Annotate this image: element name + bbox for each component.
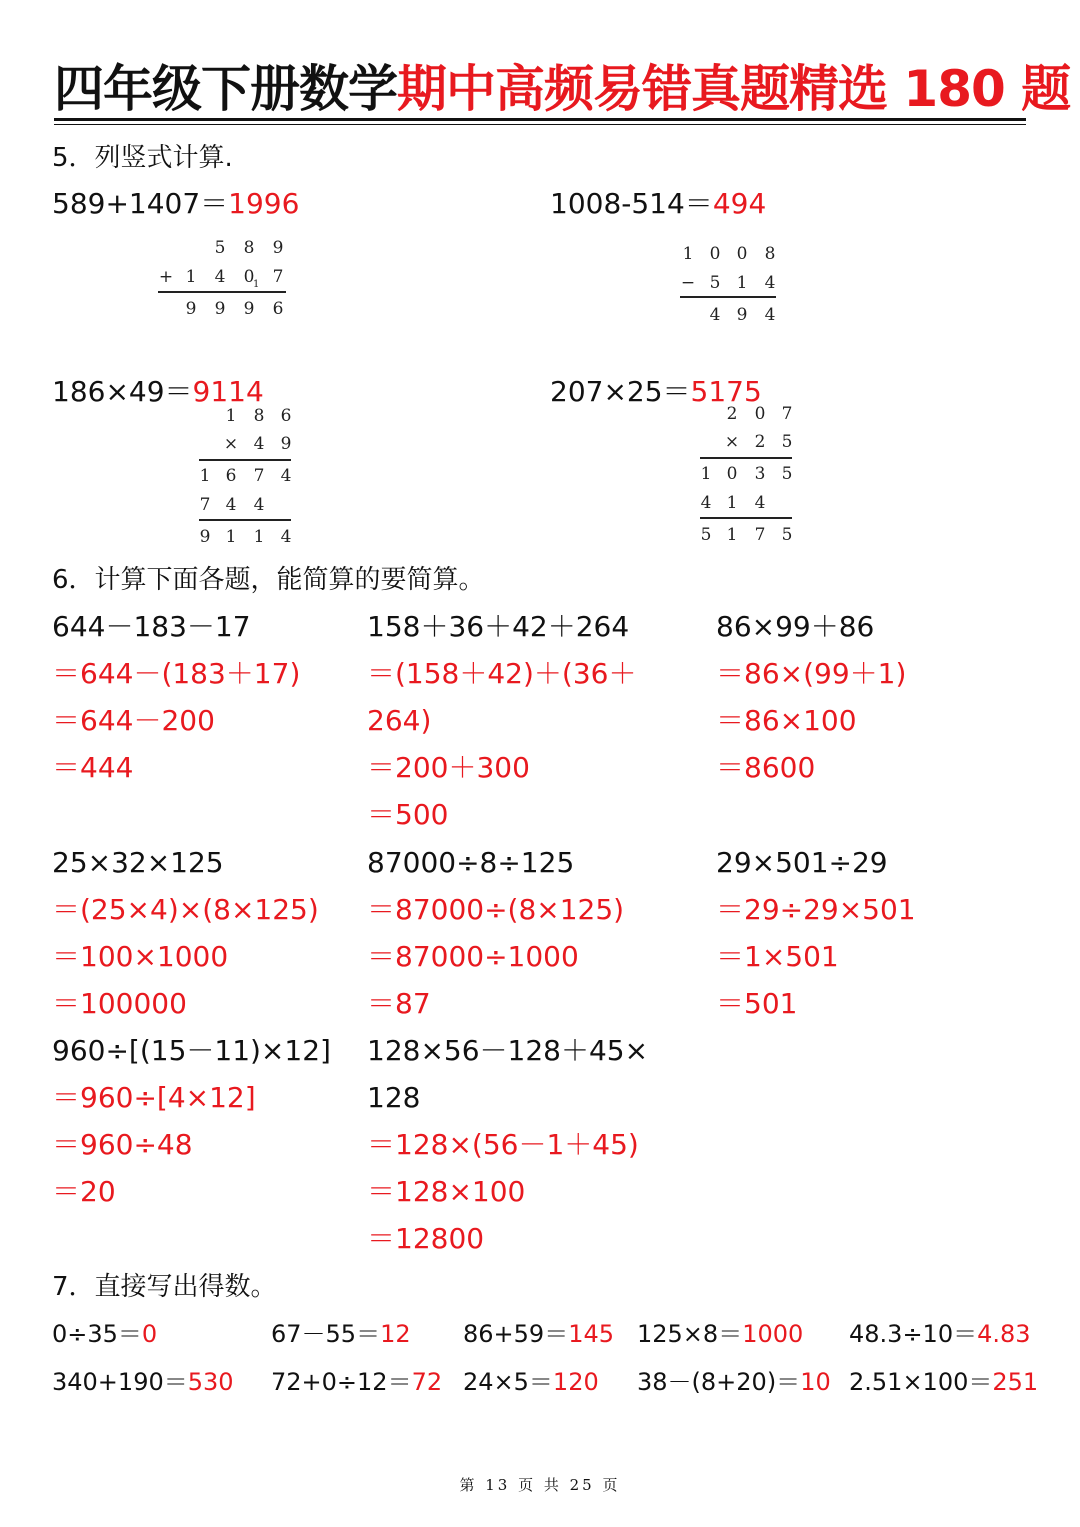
digit: 5	[709, 273, 721, 293]
q6-step: ＝29÷29×501	[716, 893, 916, 926]
digit: 9	[214, 299, 226, 319]
q6-step: ＝128×100	[367, 1175, 526, 1208]
q7-answer: 0	[141, 1320, 158, 1348]
sum-line	[700, 517, 792, 519]
q7-question: 340+190＝	[52, 1368, 188, 1396]
q6-step: ＝501	[716, 987, 798, 1020]
digit: 0	[736, 244, 748, 264]
q5-heading: 5．列竖式计算.	[52, 143, 233, 173]
q6-step: ＝128×(56－1＋45)	[367, 1128, 639, 1161]
title-rule-thin	[54, 124, 1026, 125]
q6-step: ＝200＋300	[367, 751, 530, 784]
digit: 2	[754, 432, 766, 452]
q7-item	[849, 1365, 1038, 1399]
q7-item	[52, 1365, 234, 1399]
q6-step: ＝960÷[4×12]	[52, 1081, 256, 1114]
q7-question: 2.51×100＝	[849, 1368, 993, 1396]
q5-ans-4: 5175	[690, 375, 762, 408]
digit: 5	[781, 432, 793, 452]
digit: 5	[700, 525, 712, 545]
q5-expr-1: 589+1407＝	[52, 187, 229, 220]
q7-item	[271, 1365, 442, 1399]
q7-item	[463, 1365, 599, 1399]
q7-answer: 10	[800, 1368, 831, 1396]
digit: 5	[214, 238, 226, 258]
q6-step: ＝86×(99＋1)	[716, 657, 907, 690]
q6-step: ＝20	[52, 1175, 116, 1208]
product-line	[700, 457, 792, 459]
q7-item	[849, 1317, 1031, 1351]
q5-expr-3: 186×49＝	[52, 375, 193, 408]
q7-answer: 4.83	[977, 1320, 1031, 1348]
q6-problem-5: 87000÷8÷125	[367, 846, 575, 879]
digit: 9	[243, 299, 255, 319]
q6-heading: 6．计算下面各题，能简算的要简算。	[52, 565, 485, 595]
minus-sign: −	[680, 273, 696, 293]
page-number: 第 13 页 共 25 页	[459, 1476, 621, 1494]
digit: 1	[736, 273, 748, 293]
q7-question: 24×5＝	[463, 1368, 553, 1396]
q7-question: 125×8＝	[637, 1320, 743, 1348]
digit: 4	[764, 273, 776, 293]
q7-question: 67－55＝	[271, 1320, 381, 1348]
q6-step: ＝8600	[716, 751, 816, 784]
q7-question: 72+0÷12＝	[271, 1368, 412, 1396]
q6-step: ＝100000	[52, 987, 187, 1020]
q7-answer: 1000	[742, 1320, 804, 1348]
title-black: 四年级下册数学	[54, 60, 397, 118]
digit: 4	[253, 495, 265, 515]
q6-problem-8-cont: 128	[367, 1081, 421, 1114]
q5-item-2	[550, 184, 766, 224]
digit: 5	[781, 525, 793, 545]
digit: 3	[754, 464, 766, 484]
times-sign: ×	[724, 432, 740, 452]
q7-question: 86+59＝	[463, 1320, 569, 1348]
q6-problem-7: 960÷[(15－11)×12]	[52, 1034, 331, 1067]
q7-item	[271, 1317, 411, 1351]
digit: 4	[700, 493, 712, 513]
digit: 8	[764, 244, 776, 264]
q6-step: ＝100×1000	[52, 940, 229, 973]
title-red: 期中高频易错真题精选 180 题	[397, 60, 1071, 118]
q6-problem-8: 128×56－128＋45×	[367, 1034, 649, 1067]
digit: 7	[754, 525, 766, 545]
digit: 6	[225, 466, 237, 486]
digit: 8	[243, 238, 255, 258]
page-title	[54, 54, 1070, 124]
q7-question: 48.3÷10＝	[849, 1320, 978, 1348]
q7-question: 0÷35＝	[52, 1320, 142, 1348]
q5-ans-1: 1996	[228, 187, 300, 220]
digit: 1	[225, 406, 237, 426]
digit: 7	[253, 466, 265, 486]
digit: 0	[243, 267, 255, 287]
digit: 9	[185, 299, 197, 319]
q6-step: 264)	[367, 704, 432, 737]
q6-step: ＝87000÷(8×125)	[367, 893, 625, 926]
q7-heading: 7．直接写出得数。	[52, 1272, 277, 1302]
q6-step: ＝444	[52, 751, 134, 784]
digit: 7	[272, 267, 284, 287]
q5-ans-3: 9114	[192, 375, 264, 408]
q5-ans-2: 494	[712, 187, 767, 220]
q5-item-1	[52, 184, 299, 224]
title-rule	[54, 118, 1026, 121]
digit: 4	[709, 305, 721, 325]
digit: 1	[726, 525, 738, 545]
digit: 7	[199, 495, 211, 515]
digit: 6	[280, 406, 292, 426]
digit: 9	[736, 305, 748, 325]
sum-line	[199, 519, 291, 521]
q6-step: ＝1×501	[716, 940, 839, 973]
q7-question: 38－(8+20)＝	[637, 1368, 801, 1396]
q7-answer: 145	[568, 1320, 614, 1348]
times-sign: ×	[223, 434, 239, 454]
carry-digit: 1	[253, 279, 260, 290]
q5-expr-4: 207×25＝	[550, 375, 691, 408]
q6-step: ＝12800	[367, 1222, 485, 1255]
q6-problem-4: 25×32×125	[52, 846, 224, 879]
q6-step: ＝87	[367, 987, 431, 1020]
digit: 4	[764, 305, 776, 325]
digit: 1	[726, 493, 738, 513]
digit: 1	[253, 527, 265, 547]
q6-step: ＝(25×4)×(8×125)	[52, 893, 319, 926]
q6-problem-6: 29×501÷29	[716, 846, 888, 879]
plus-sign: +	[158, 267, 174, 287]
q6-step: ＝(158＋42)＋(36＋	[367, 657, 637, 690]
q7-answer: 530	[187, 1368, 234, 1396]
digit: 1	[700, 464, 712, 484]
q6-step: ＝644－(183＋17)	[52, 657, 301, 690]
digit: 0	[709, 244, 721, 264]
digit: 1	[199, 466, 211, 486]
q6-problem-1: 644－183－17	[52, 610, 251, 643]
digit: 7	[781, 404, 793, 424]
digit: 2	[726, 404, 738, 424]
q6-step: ＝644－200	[52, 704, 215, 737]
q7-item	[463, 1317, 614, 1351]
digit: 0	[726, 464, 738, 484]
q7-item	[637, 1365, 831, 1399]
q5-expr-2: 1008-514＝	[550, 187, 713, 220]
q7-answer: 251	[992, 1368, 1039, 1396]
product-line	[199, 459, 291, 461]
q7-answer: 72	[411, 1368, 443, 1396]
difference-line	[680, 296, 776, 298]
sum-line	[158, 291, 286, 293]
digit: 1	[225, 527, 237, 547]
digit: 1	[682, 244, 694, 264]
digit: 4	[280, 466, 292, 486]
q6-problem-2: 158＋36＋42＋264	[367, 610, 630, 643]
q7-answer: 12	[380, 1320, 411, 1348]
q7-item	[637, 1317, 803, 1351]
digit: 4	[214, 267, 226, 287]
digit: 4	[754, 493, 766, 513]
digit: 6	[272, 299, 284, 319]
q6-step: ＝500	[367, 798, 449, 831]
q6-step: ＝86×100	[716, 704, 857, 737]
digit: 5	[781, 464, 793, 484]
digit: 0	[754, 404, 766, 424]
q6-problem-3: 86×99＋86	[716, 610, 875, 643]
q7-item	[52, 1317, 157, 1351]
digit: 9	[280, 434, 292, 454]
q7-answer: 120	[552, 1368, 599, 1396]
digit: 4	[253, 434, 265, 454]
digit: 9	[199, 527, 211, 547]
q6-step: ＝960÷48	[52, 1128, 193, 1161]
digit: 1	[185, 267, 197, 287]
digit: 8	[253, 406, 265, 426]
digit: 4	[280, 527, 292, 547]
q6-step: ＝87000÷1000	[367, 940, 579, 973]
digit: 4	[225, 495, 237, 515]
digit: 9	[272, 238, 284, 258]
